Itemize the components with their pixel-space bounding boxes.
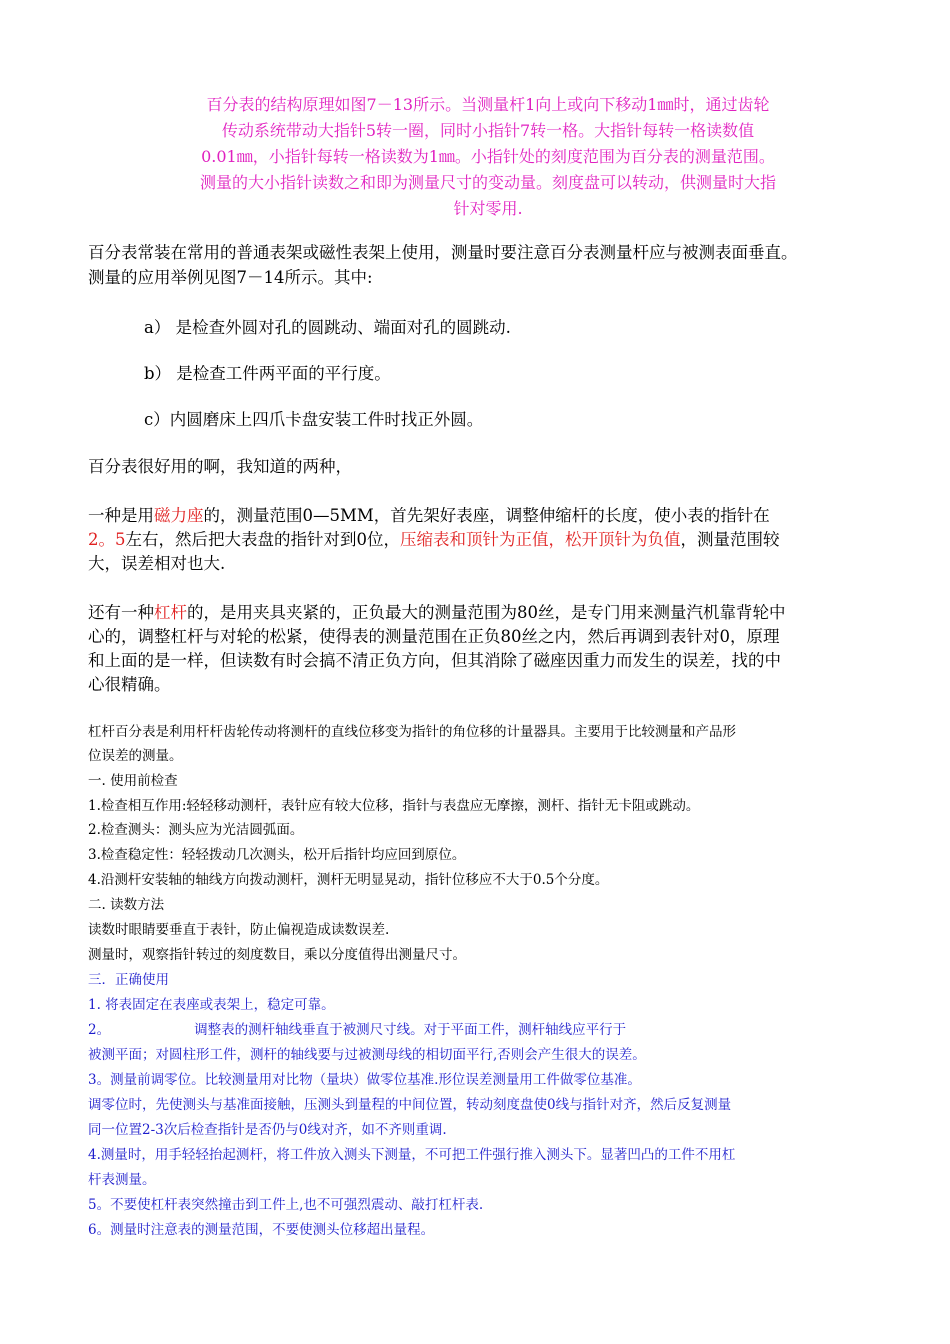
para4-line bbox=[88, 600, 786, 625]
para1-line: 百分表常装在常用的普通表架或磁性表架上使用，测量时要注意百分表测量杆应与被测表面垂直。 bbox=[88, 243, 798, 262]
check-item: 4.沿测杆安装轴的轴线方向拨动测杆，测杆无明显晃动，指针位移应不大于0.5个分度。 bbox=[88, 872, 609, 888]
check-item: 2.检查测头：测头应为光洁圆弧面。 bbox=[88, 822, 304, 838]
use-item: 调零位时，先使测头与基准面接触，压测头到量程的中间位置，转动刻度盘使0线与指针对齐，然后反复测量 bbox=[88, 1097, 732, 1113]
section-intro: 位误差的测量。 bbox=[88, 748, 183, 764]
heading-read: 二. 读数方法 bbox=[88, 897, 165, 913]
check-item: 3.检查稳定性：轻轻拨动几次测头，松开后指针均应回到原位。 bbox=[88, 847, 466, 863]
text: 调整表的测杆轴线垂直于被测尺寸线。对于平面工件，测杆轴线应平行于 bbox=[194, 1022, 627, 1038]
intro-paragraph bbox=[88, 92, 888, 222]
heading-use: 三．正确使用 bbox=[88, 972, 169, 988]
use-item: 3。测量前调零位。比较测量用对比物（量块）做零位基准.形位误差测量用工件做零位基准。 bbox=[88, 1072, 641, 1088]
use-item bbox=[88, 1018, 626, 1042]
para4-line: 和上面的是一样，但读数有时会搞不清正负方向，但其消除了磁座因重力而发生的误差，找的中 bbox=[88, 651, 781, 670]
para4-line: 心的，调整杠杆与对轮的松紧，使得表的测量范围在正负80丝之内，然后再调到表针对0，原理 bbox=[88, 627, 780, 646]
section-intro: 杠杆百分表是利用杆杆齿轮传动将测杆的直线位移变为指针的角位移的计量器具。主要用于比较测量和产品形 bbox=[88, 724, 736, 740]
heading-check: 一. 使用前检查 bbox=[88, 773, 178, 789]
use-item: 4.测量时，用手轻轻抬起测杆，将工件放入测头下测量，不可把工件强行推入测头下。显著凹凸的工件不用杠 bbox=[88, 1147, 736, 1163]
para4-line: 心很精确。 bbox=[88, 675, 171, 694]
intro-line: 百分表的结构原理如图7－13所示。当测量杆1向上或向下移动1㎜时，通过齿轮 bbox=[206, 95, 770, 114]
use-item: 5。不要使杠杆表突然撞击到工件上,也不可强烈震动、敲打杠杆表. bbox=[88, 1197, 484, 1213]
text: 一种是用 bbox=[88, 506, 154, 525]
read-item: 读数时眼睛要垂直于表针，防止偏视造成读数误差. bbox=[88, 922, 390, 938]
highlight-text: 2。5 bbox=[88, 530, 126, 549]
text: 还有一种 bbox=[88, 603, 154, 622]
text: 2。 bbox=[88, 1022, 111, 1038]
para3-line bbox=[88, 527, 780, 552]
highlight-text: 压缩表和顶针为正值，松开顶针为负值 bbox=[400, 530, 681, 549]
para2: 百分表很好用的啊，我知道的两种， bbox=[88, 457, 352, 476]
text: 的，是用夹具夹紧的，正负最大的测量范围为80丝，是专门用来测量汽机靠背轮中 bbox=[187, 603, 786, 622]
text: 左右，然后把大表盘的指针对到0位， bbox=[125, 530, 400, 549]
intro-line: 传动系统带动大指针5转一圈，同时小指针7转一格。大指针每转一格读数值 bbox=[221, 121, 755, 140]
use-item: 1. 将表固定在表座或表架上，稳定可靠。 bbox=[88, 997, 335, 1013]
para3-line bbox=[88, 503, 770, 528]
list-item-a: a） 是检查外圆对孔的圆跳动、端面对孔的圆跳动. bbox=[144, 318, 511, 337]
use-item: 被测平面；对圆柱形工件，测杆的轴线要与过被测母线的相切面平行,否则会产生很大的误差。 bbox=[88, 1047, 646, 1063]
list-item-b: b） 是检查工件两平面的平行度。 bbox=[144, 364, 391, 383]
intro-line: 针对零用. bbox=[453, 199, 523, 218]
check-item: 1.检查相互作用:轻轻移动测杆，表针应有较大位移，指针与表盘应无摩擦，测杆、指针无卡阻或跳动。 bbox=[88, 798, 700, 814]
use-item: 同一位置2-3次后检查指针是否仍与0线对齐，如不齐则重调. bbox=[88, 1122, 447, 1138]
use-item: 杆表测量。 bbox=[88, 1172, 156, 1188]
intro-line: 测量的大小指针读数之和即为测量尺寸的变动量。刻度盘可以转动，供测量时大指 bbox=[199, 173, 776, 192]
text: 的，测量范围0—5MM，首先架好表座，调整伸缩杆的长度，使小表的指针在 bbox=[203, 506, 770, 525]
text: ，测量范围较 bbox=[680, 530, 780, 549]
read-item: 测量时，观察指针转过的刻度数目，乘以分度值得出测量尺寸。 bbox=[88, 947, 466, 963]
use-item: 6。测量时注意表的测量范围，不要使测头位移超出量程。 bbox=[88, 1222, 435, 1238]
highlight-text: 磁力座 bbox=[154, 506, 204, 525]
list-item-c: c）内圆磨床上四爪卡盘安装工件时找正外圆。 bbox=[144, 410, 484, 429]
para1-line: 测量的应用举例见图7－14所示。其中: bbox=[88, 268, 373, 287]
para3-line: 大，误差相对也大. bbox=[88, 554, 226, 573]
highlight-text: 杠杆 bbox=[154, 603, 187, 622]
intro-line: 0.01㎜，小指针每转一格读数为1㎜。小指针处的刻度范围为百分表的测量范围。 bbox=[201, 147, 775, 166]
